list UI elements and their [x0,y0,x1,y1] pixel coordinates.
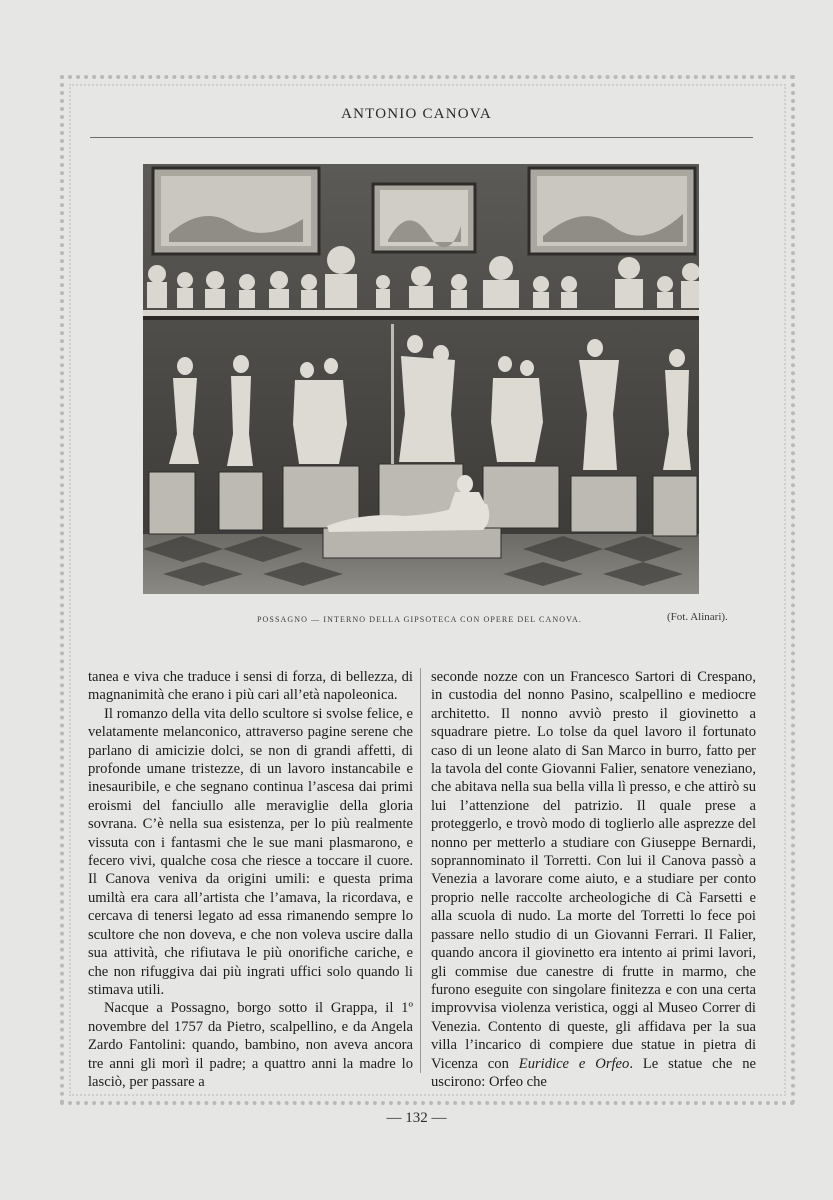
figure-caption: POSSAGNO — INTERNO DELLA GIPSOTECA CON OPERE DEL CANOVA. [257,615,582,624]
gipsoteca-photo-illustration [143,164,699,594]
text-column-right [431,668,756,1091]
paragraph [431,668,756,1091]
header-rule [90,137,753,138]
text-column-left [88,668,413,1091]
paragraph-text: . Le statue che ne uscirono: Orfeo che [431,1055,757,1090]
gipsoteca-photograph [143,164,699,594]
work-title-italic: Euridice e Orfeo [518,1055,630,1072]
photo-credit: (Fot. Alinari). [667,611,728,623]
column-divider [420,668,421,1073]
paragraph: tanea e viva che traduce i sensi di forza, di bellezza, di magnanimità che erano i più cari all’età napoleonica. [88,669,413,704]
page-number: — 132 — [386,1110,447,1126]
paragraph: Nacque a Possagno, borgo sotto il Grappa, il 1º novembre del 1757 da Pietro, scalpellino, e da Angela Zardo Fantolini: quando, bambino, non aveva ancora tre anni gli morì il padre; a quattro anni la madre lo lasciò, per passare a [88,1000,413,1090]
paragraph-text: seconde nozze con un Francesco Sartori di Crespano, in custodia del nonno Pasino, scalpellino e mediocre architetto. Il nonno avviò presto il giovinetto a squadrare pietre. Lo tolse da quel lavoro il fortunato caso di un leone alato di San Marco in burro, fatto per la tavola del conte Giovanni Falier, senatore veneziano, che abitava nella sua bella villa lì presso, e che attirò su lui l’attenzione del patrizio. Il quale prese a proteggerlo, e trovò modo di toglierlo alle asprezze del nonno per metterlo a studiare con Giuseppe Bernardi, soprannominato il Torretti. Con lui il Canova passò a Venezia a lavorare come aiuto, e a studiare per conto proprio nelle raccolte archeologiche di Cà Farsetti e alla scuola di nudo. La morte del Torretti lo fece poi passare nello studio di un Giovanni Ferrari. Il Falier, quando ancora il giovinetto era intento ai primi lavori, gli commise due canestre di frutte in marmo, che furono eseguite con singolare finitezza e con una certa improvvisa violenza veristica, oggi al Museo Correr di Venezia. Contento di queste, gli affidava per la sua villa l’incarico di compiere due statue in pietra di Vicenza con [431,669,756,1072]
paragraph: Il romanzo della vita dello scultore si svolse felice, e velatamente melanconico, attraverso pagine serene che parlano di amicizie dolci, se non di grandi affetti, di profonde umane tristezze, di un lavoro instancabile e inesauribile, e che segnano continua l’ascesa dai primi eroismi del fanciullo alle meraviglie della gloria sovrana. C’è nella sua esistenza, per lo più realmente vissuta con i fantasmi che le sue mani plasmarono, e fecero vivi, qualche cosa che riesce a toccare il cuore. Il Canova veniva da origini umili: e questa prima umiltà era cara all’artista che l’amava, la ricordava, e cercava di tenersi legato ad essa rimanendo sempre lo scultore che non doveva, e che non voleva uscire dalla sua attività, che rifiutava le più onorifiche cariche, e che non rifuggiva dai più ingrati uffici solo quando li stimava utili. [88,705,413,998]
running-head: ANTONIO CANOVA [341,106,492,122]
